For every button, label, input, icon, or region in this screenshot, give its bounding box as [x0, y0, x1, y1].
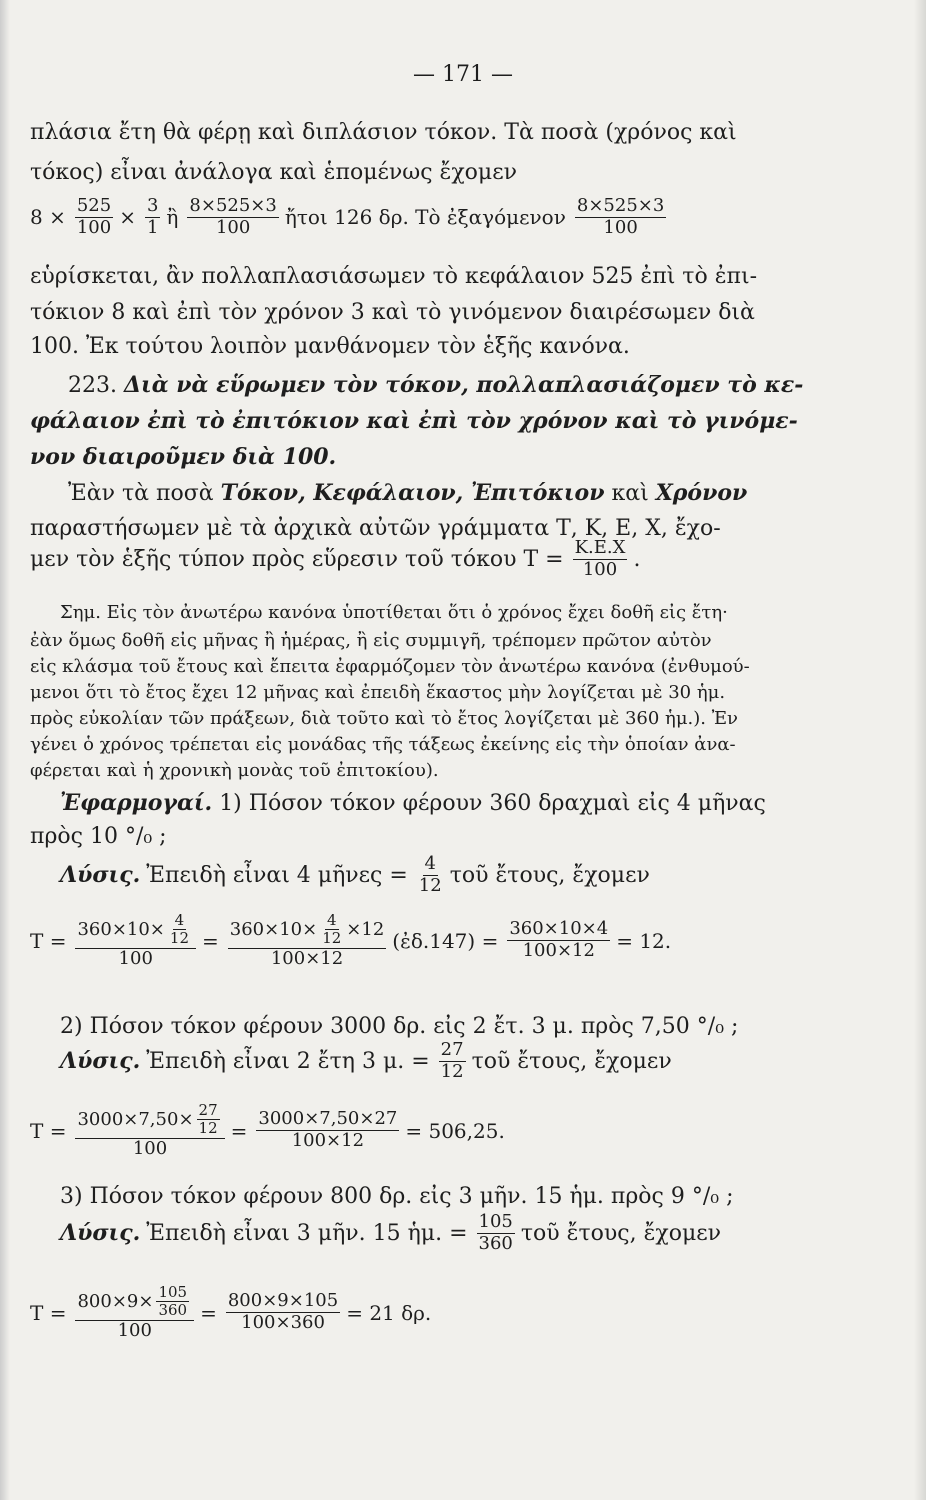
denominator: 12: [169, 929, 189, 948]
text: Ἐὰν τὰ ποσὰ: [68, 481, 214, 506]
formula-fraction: [573, 538, 628, 580]
numerator: 4: [174, 911, 185, 929]
solution-label: Λύσις.: [60, 862, 141, 889]
example3-equation: [30, 1284, 437, 1341]
text: Ἐπειδὴ εἶναι 2 ἔτη 3 μ. =: [146, 1048, 430, 1074]
emphasis: Χρόνον: [655, 480, 748, 506]
equation-0: [30, 196, 672, 238]
emphasis: Τόκον, Κεφάλαιον, Ἐπιτόκιον: [220, 480, 605, 506]
denominator: 100×12: [522, 940, 595, 962]
fraction: [187, 196, 278, 238]
denominator: 360: [478, 1232, 513, 1254]
times-sign: ×: [119, 205, 136, 230]
numerator: [75, 912, 196, 949]
result: = 12.: [616, 928, 672, 953]
numerator: Κ.Ε.Χ: [574, 537, 626, 558]
denominator: 100×360: [241, 1312, 325, 1334]
numerator: [75, 1102, 224, 1139]
term: ×12: [346, 918, 385, 940]
fraction: [226, 1291, 340, 1333]
rule-number: 223.: [68, 373, 117, 398]
note-line-4: μενοι ὅτι τὸ ἔτος ἔχει 12 μῆνας καὶ ἐπειδὴ ἕκαστος μὴν λογίζεται μὲ 30 ἡμ.: [30, 682, 726, 703]
fraction: [75, 196, 113, 238]
small-fraction: [156, 1284, 189, 1320]
para2-line-1: [68, 480, 747, 506]
denominator: 100: [215, 216, 251, 238]
fraction: [145, 196, 160, 238]
note-line-5: πρὸς εὐκολίαν τῶν πράξεων, διὰ τοῦτο καὶ τὸ ἔτος λογίζεται μὲ 360 ἡμ.). Ἐν: [30, 708, 739, 729]
equals: =: [230, 1118, 248, 1143]
example3-solution: [60, 1212, 727, 1254]
text: καὶ: [611, 481, 649, 506]
text: Ἐπειδὴ εἶναι 4 μῆνες =: [146, 862, 408, 888]
fraction: [228, 912, 387, 969]
denominator: 12: [418, 874, 442, 896]
T-symbol: Τ =: [30, 1300, 67, 1325]
term: 800×9×: [77, 1290, 154, 1312]
para1-line-2: τόκιον 8 καὶ ἐπὶ τὸν χρόνον 3 καὶ τὸ γινόμενον διαιρέσωμεν διὰ: [30, 300, 755, 325]
denominator: 1: [146, 216, 159, 238]
text: τοῦ ἔτους, ἔχομεν: [449, 862, 650, 888]
denominator: 100×12: [291, 1130, 365, 1152]
numerator: 8×525×3: [189, 195, 277, 216]
fraction: [477, 1212, 515, 1254]
numerator: 525: [76, 195, 112, 216]
text: μεν τὸν ἑξῆς τύπον πρὸς εὕρεσιν τοῦ τόκου Τ =: [30, 546, 564, 572]
term: 360×10×: [229, 918, 318, 940]
denominator: 360: [158, 1301, 188, 1320]
example1-equation: [30, 912, 677, 969]
small-fraction: [320, 912, 343, 948]
note-line-2: ἐὰν ὅμως δοθῆ εἰς μῆνας ἢ ἡμέρας, ἢ εἰς συμμιγῆ, τρέπομεν πρῶτον αὐτὸν: [30, 630, 712, 651]
rule-line-2: φάλαιον ἐπὶ τὸ ἐπιτόκιον καὶ ἐπὶ τὸν χρόνον καὶ τὸ γινόμε-: [30, 408, 798, 434]
small-fraction: [168, 912, 191, 948]
numerator: 8×525×3: [576, 195, 665, 216]
page-right-edge: [914, 0, 926, 1500]
para1-line-1: εὑρίσκεται, ἂν πολλαπλασιάσωμεν τὸ κεφάλαιον 525 ἐπὶ τὸ ἐπι-: [30, 264, 758, 289]
fraction: [75, 912, 196, 969]
applications-heading: Ἐφαρμογαί.: [60, 790, 213, 816]
denominator: 12: [322, 929, 342, 948]
example1-question-2: πρὸς 10 °/₀ ;: [30, 824, 167, 849]
or-word: ἢ: [166, 205, 179, 230]
example2-solution: [60, 1040, 678, 1082]
equals: =: [202, 928, 219, 953]
eq0-text: ἤτοι 126 δρ. Τὸ ἐξαγόμενον: [284, 205, 566, 230]
result: = 21 δρ.: [346, 1300, 432, 1325]
denominator: 100: [132, 1137, 168, 1159]
intro-line-1: πλάσια ἔτη θὰ φέρῃ καὶ διπλάσιον τόκον. Τὰ ποσὰ (χρόνος καὶ: [30, 120, 737, 145]
text: τοῦ ἔτους, ἔχομεν: [471, 1048, 672, 1074]
para2-line-3: [30, 538, 646, 580]
T-symbol: Τ =: [30, 928, 67, 953]
example3-question: 3) Πόσον τόκον φέρουν 800 δρ. εἰς 3 μῆν. 15 ἡμ. πρὸς 9 °/₀ ;: [60, 1184, 734, 1209]
denominator: 100: [117, 1319, 152, 1341]
note-line-7: φέρεται καὶ ἡ χρονικὴ μονὰς τοῦ ἐπιτοκίου).: [30, 760, 439, 781]
para1-line-3: 100. Ἐκ τούτου λοιπὸν μανθάνομεν τὸν ἑξῆς κανόνα.: [30, 334, 630, 359]
text: 1) Πόσον τόκον φέρουν 360 δραχμαὶ εἰς 4 μῆνας: [219, 791, 766, 816]
fraction: [75, 1284, 194, 1341]
fraction: [417, 854, 444, 896]
intro-line-2: τόκος) εἶναι ἀνάλογα καὶ ἑπομένως ἔχομεν: [30, 160, 517, 185]
rule-line-1: [68, 372, 803, 398]
example1-question: [60, 790, 766, 816]
solution-label: Λύσις.: [60, 1048, 141, 1075]
denominator: 12: [440, 1060, 464, 1082]
fraction: [507, 919, 610, 961]
fraction: [75, 1102, 224, 1159]
page-number: — 171 —: [413, 62, 513, 87]
denominator: 100: [118, 947, 153, 969]
example1-solution: [60, 854, 656, 896]
example2-question: 2) Πόσον τόκον φέρουν 3000 δρ. εἰς 2 ἔτ. 3 μ. πρὸς 7,50 °/₀ ;: [60, 1014, 739, 1039]
numerator: 800×9×105: [227, 1290, 339, 1312]
T-symbol: Τ =: [30, 1118, 67, 1143]
denominator: 100: [582, 558, 618, 580]
period: .: [633, 546, 641, 572]
fraction: [256, 1109, 399, 1151]
numerator: 4: [326, 911, 337, 929]
numerator: [75, 1284, 194, 1321]
note-line-3: εἰς κλάσμα τοῦ ἔτους καὶ ἔπειτα ἐφαρμόζομεν τὸν ἀνωτέρω κανόνα (ἐνθυμού-: [30, 656, 750, 677]
denominator: 100×12: [270, 947, 344, 969]
numerator: 360×10×4: [509, 918, 609, 940]
example2-equation: [30, 1102, 511, 1159]
note-line-6: γένει ὁ χρόνος τρέπεται εἰς μονάδας τῆς τάξεως ἐκείνης εἰς τὴν ὁποίαν ἀνα-: [30, 734, 736, 755]
rule-line-3: νον διαιροῦμεν διὰ 100.: [30, 444, 337, 470]
rule-text: Διὰ νὰ εὕρωμεν τὸν τόκον, πολλαπλασιάζομεν τὸ κε-: [123, 372, 804, 398]
term: 360×10×: [77, 918, 165, 940]
denominator: 100: [603, 216, 638, 238]
equals: =: [200, 1300, 217, 1325]
solution-label: Λύσις.: [60, 1220, 141, 1247]
fraction: [575, 196, 666, 238]
numerator: 4: [424, 853, 436, 874]
page-left-shadow: [0, 0, 10, 1500]
note-line-1: Σημ. Εἰς τὸν ἀνωτέρω κανόνα ὑποτίθεται ὅτι ὁ χρόνος ἔχει δοθῆ εἰς ἔτη·: [60, 602, 728, 623]
text: Ἐπειδὴ εἶναι 3 μῆν. 15 ἡμ. =: [146, 1220, 468, 1246]
denominator: 100: [76, 216, 112, 238]
denominator: 12: [198, 1119, 218, 1138]
numerator: 105: [478, 1211, 513, 1232]
numerator: 3: [146, 195, 159, 216]
eq0-term: 8 ×: [30, 205, 66, 230]
term: 3000×7,50×: [77, 1108, 194, 1130]
numerator: 3000×7,50×27: [258, 1108, 398, 1130]
reference: (ἐδ.147) =: [392, 928, 499, 953]
para2-line-2: παραστήσωμεν μὲ τὰ ἀρχικὰ αὐτῶν γράμματα Τ, Κ, Ε, Χ, ἔχο-: [30, 516, 721, 541]
numerator: 27: [198, 1101, 218, 1119]
result: = 506,25.: [405, 1118, 505, 1143]
small-fraction: [197, 1102, 220, 1138]
text: τοῦ ἔτους, ἔχομεν: [520, 1220, 722, 1246]
numerator: 105: [158, 1283, 188, 1301]
numerator: 27: [440, 1039, 464, 1060]
fraction: [439, 1040, 466, 1082]
numerator: [228, 912, 387, 949]
